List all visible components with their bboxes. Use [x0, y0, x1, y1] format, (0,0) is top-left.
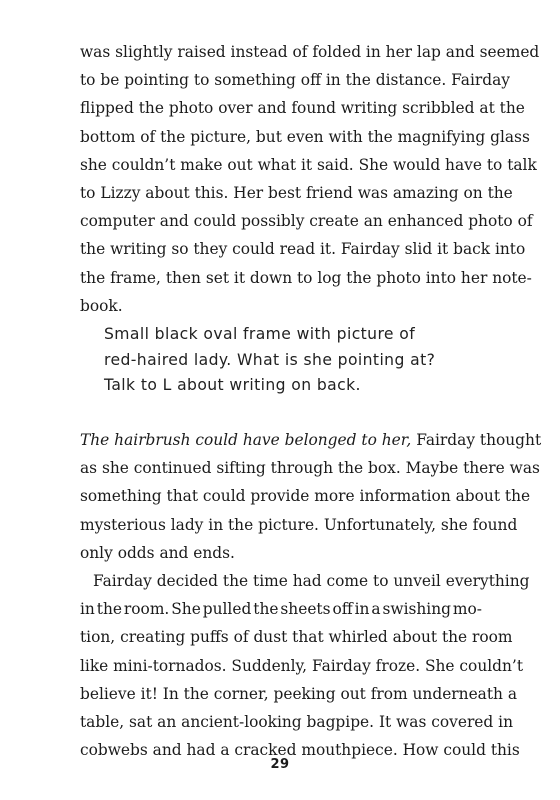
text-line: bottom of the picture, but even with the magnifying glass	[80, 127, 530, 146]
text-line: something that could provide more information about the	[80, 487, 531, 506]
page-number: 29	[270, 757, 290, 772]
text-line: in the room. She pulled the sheets off in a swishing mo-	[80, 600, 482, 619]
text-line: the frame, then set it down to log the photo into her note-	[80, 268, 532, 287]
text-line: book.	[80, 296, 123, 315]
text-line: to Lizzy about this. Her best friend was amazing on the	[80, 184, 513, 203]
text-line: Fairday decided the time had come to unveil everything	[93, 572, 530, 591]
text-line: tion, creating puffs of dust that whirled about the room	[80, 628, 513, 647]
handwritten-note	[104, 322, 464, 399]
text-line: only odds and ends.	[80, 543, 235, 562]
text-line: cobwebs and had a cracked mouthpiece. How could this	[80, 741, 520, 760]
note-line: red-haired lady. What is she pointing at?	[104, 350, 436, 369]
text-line: as she continued sifting through the box. Maybe there was	[80, 459, 540, 478]
text-segment: Fairday thought	[411, 431, 542, 449]
text-line	[80, 426, 542, 454]
text-line: computer and could possibly create an enhanced photo of	[80, 212, 533, 231]
text-line: she couldn’t make out what it said. She would have to talk	[80, 155, 537, 174]
text-line: like mini-tornados. Suddenly, Fairday froze. She couldn’t	[80, 656, 523, 675]
text-line: flipped the photo over and found writing scribbled at the	[80, 99, 525, 118]
paragraph-continued-story	[80, 426, 542, 764]
text-line: to be pointing to something off in the distance. Fairday	[80, 71, 510, 90]
note-line: Small black oval frame with picture of	[104, 325, 416, 343]
paragraph-photo-description	[80, 38, 540, 320]
text-line: mysterious lady in the picture. Unfortunately, she found	[80, 515, 518, 534]
text-line: table, sat an ancient-looking bagpipe. It was covered in	[80, 713, 513, 732]
text-line: believe it! In the corner, peeking out from underneath a	[80, 684, 518, 703]
note-line: Talk to L about writing on back.	[104, 376, 361, 394]
italic-thought: The hairbrush could have belonged to her,	[80, 431, 412, 449]
text-line: the writing so they could read it. Fairday slid it back into	[80, 240, 526, 259]
text-line: was slightly raised instead of folded in her lap and seemed	[80, 43, 540, 61]
